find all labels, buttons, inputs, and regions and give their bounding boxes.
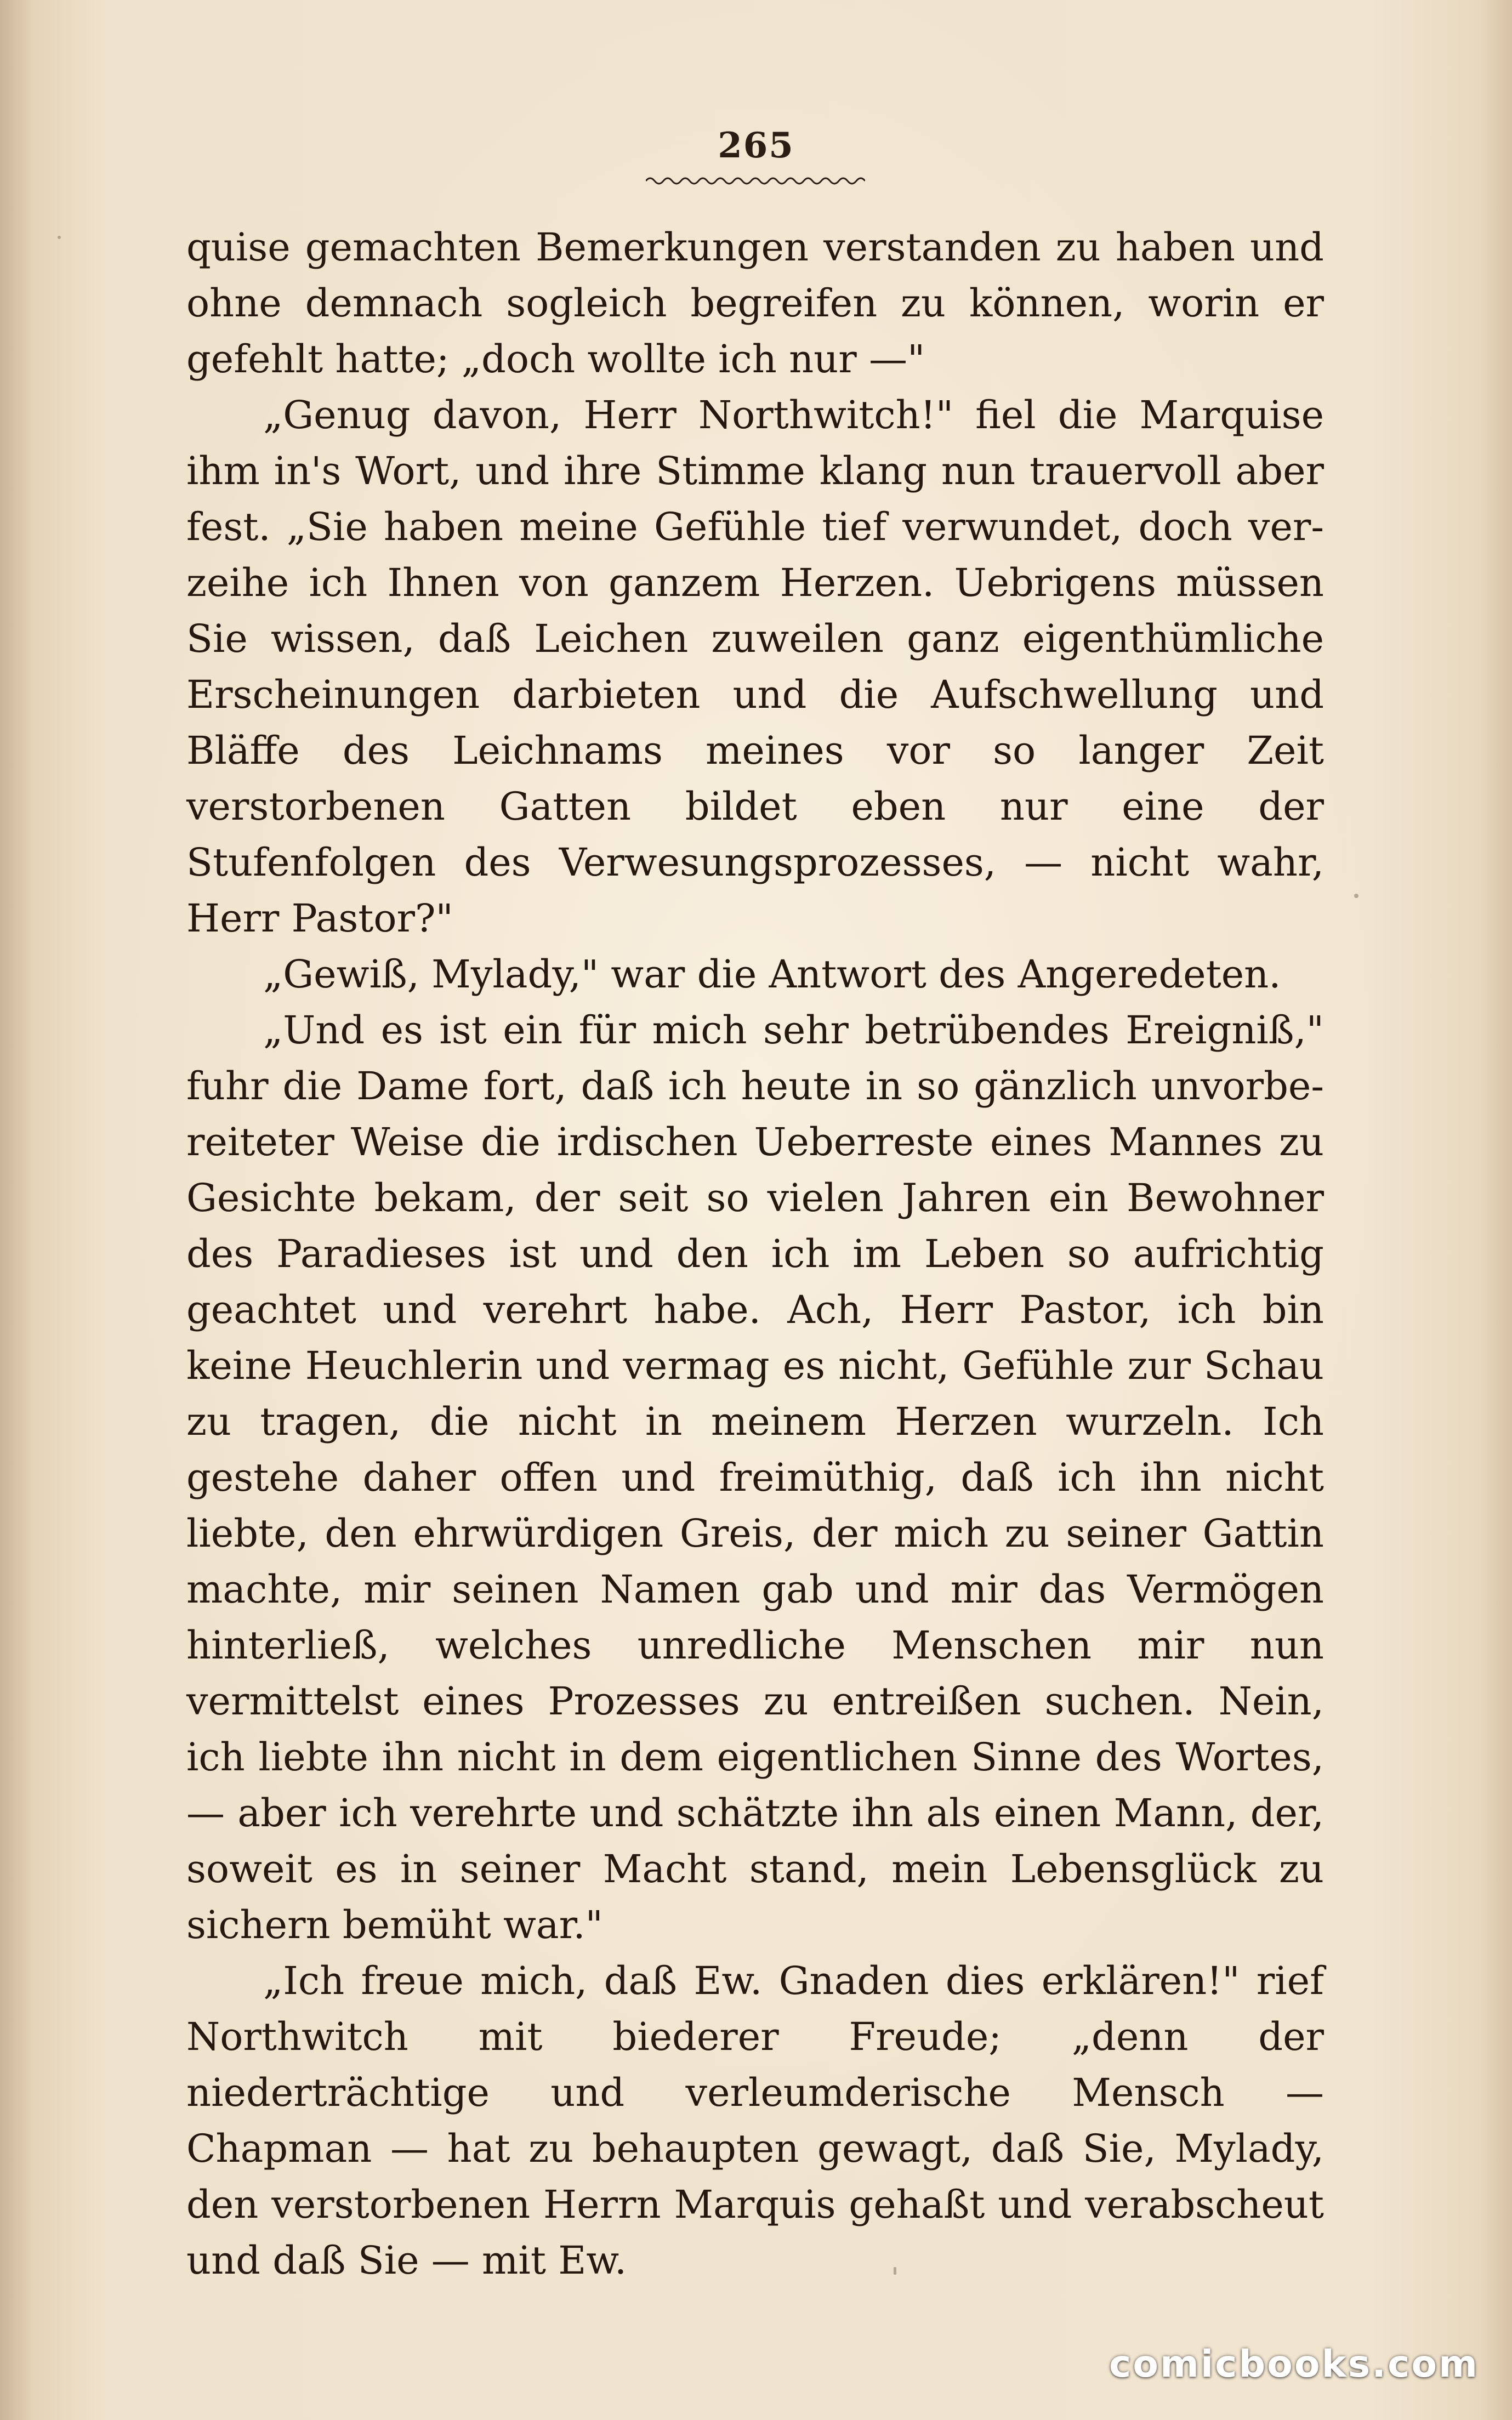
- wavy-ornament-rule: [646, 173, 865, 186]
- page-number: 265: [718, 125, 794, 166]
- paper-speck: [894, 2267, 896, 2275]
- paragraph-4: „Und es ist ein für mich sehr betrübendes Ereigniß," fuhr die Dame fort, daß ich heute in so gänzlich unvorbereiteter Weise die irdischen Ueberreste eines Mannes zu Gesichte bekam, der seit so vielen Jahren ein Bewohner des Paradieses ist und den ich im Leben so aufrichtig geachtet und verehrt habe. Ach, Herr Pastor, ich bin keine Heuchlerin und vermag es nicht, Gefühle zur Schau zu tragen, die nicht in meinem Herzen wurzeln. Ich gestehe daher offen und freimüthig, daß ich ihn nicht liebte, den ehrwürdigen Greis, der mich zu seiner Gattin machte, mir seinen Namen gab und mir das Vermögen hinterließ, welches unredliche Menschen mir nun vermittelst eines Prozesses zu entreißen suchen. Nein, ich liebte ihn nicht in dem eigentlichen Sinne des Wortes, — aber ich verehrte und schätzte ihn als einen Mann, der, soweit es in seiner Macht stand, mein Lebensglück zu sichern bemüht war.": [186, 1008, 1324, 1947]
- site-watermark: comicbooks.com: [1109, 2343, 1479, 2386]
- paper-speck: [58, 236, 61, 239]
- paragraph-3: „Gewiß, Mylady," war die Antwort des Angeredeten.: [263, 952, 1281, 997]
- paper-speck: [1354, 894, 1358, 898]
- paragraph-2: „Genug davon, Herr Northwitch!" fiel die Marquise ihm in's Wort, und ihre Stimme klang nun trauervoll aber fest. „Sie haben meine Gefühle tief verwundet, doch verzeihe ich Ihnen von ganzem Herzen. Uebrigens müssen Sie wissen, daß Leichen zuweilen ganz eigenthümliche Erscheinungen darbieten und die Aufschwellung und Bläffe des Leichnams meines vor so langer Zeit verstorbenen Gatten bildet eben nur eine der Stufenfolgen des Verwesungsprozesses, — nicht wahr, Herr Pastor?": [186, 393, 1324, 941]
- body-text: [186, 219, 1324, 2288]
- paragraph-1: quise gemachten Bemerkungen verstanden zu haben und ohne demnach sogleich begreifen zu können, worin er gefehlt hatte; „doch wollte ich nur —": [186, 225, 1324, 382]
- paragraph-5: „Ich freue mich, daß Ew. Gnaden dies erklären!" rief Northwitch mit biederer Freude; „denn der niederträchtige und verleumderische Mensch — Chapman — hat zu behaupten gewagt, daß Sie, Mylady, den verstorbenen Herrn Marquis gehaßt und verabscheut und daß Sie — mit Ew.: [186, 1958, 1324, 2283]
